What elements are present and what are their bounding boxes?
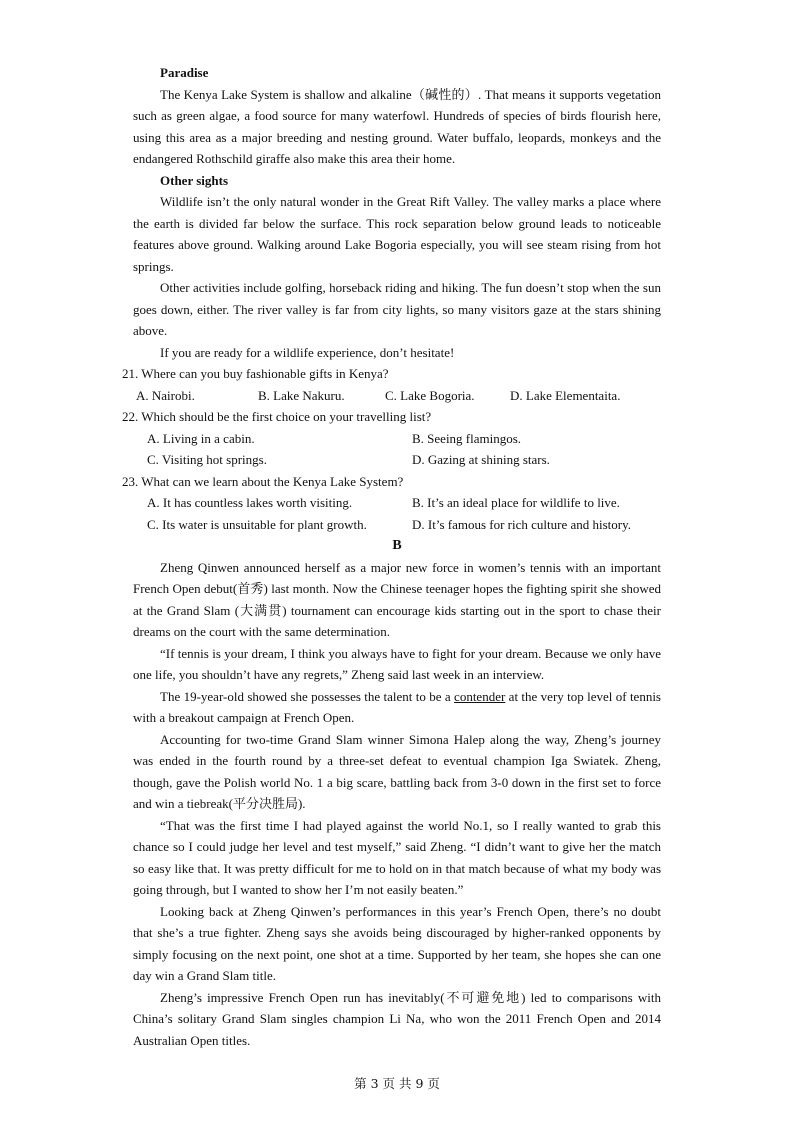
paragraph-li-na-comparison: Zheng’s impressive French Open run has inevitably(不可避免地) led to comparisons with China’s solitary Grand Slam singles champion Li Na, who won the 2011 French Open and 2014 Australian Open titles. — [133, 989, 661, 1048]
section-b-heading: B — [392, 538, 402, 553]
question-22-option-d: D. Gazing at shining stars. — [412, 452, 550, 467]
paragraph-zheng-quote-dream: “If tennis is your dream, I think you always have to fight for your dream. Because we only have one life, you shouldn’t have any regrets,” Zheng said last week in an interview. — [133, 645, 661, 682]
heading-other-sights: Other sights — [160, 172, 229, 188]
question-21-option-b: B. Lake Nakuru. — [258, 387, 345, 403]
question-21-stem: 21. Where can you buy fashionable gifts in Kenya? — [122, 366, 389, 381]
paragraph-wildlife-wonder: Wildlife isn’t the only natural wonder in the Great Rift Valley. The valley marks a place where the earth is divided far below the surface. This rock separation below ground leads to noticeable features above ground. Walking around Lake Bogoria especially, you will see steam rising from hot springs. — [133, 194, 661, 274]
heading-paradise: Paradise — [160, 65, 209, 80]
question-22-option-c: C. Visiting hot springs. — [147, 452, 267, 467]
question-23-options-row-2 — [133, 514, 661, 536]
paragraph-true-fighter: Looking back at Zheng Qinwen’s performances in this year’s French Open, there’s no doubt that she’s a true fighter. Zheng says she avoids being discouraged by higher-ranked opponents by simply focusing on the next point, one shot at a time. Supported by her team, she hopes she can one day win a Grand Slam title. — [133, 903, 661, 983]
contender-text-after: at the very top level of tennis with a breakout campaign at French Open. — [133, 688, 661, 725]
page-content — [122, 62, 661, 1051]
underlined-word-contender: contender — [454, 688, 506, 704]
question-23-option-a: A. It has countless lakes worth visiting. — [147, 495, 353, 510]
question-22-options-row-2 — [133, 449, 661, 471]
question-22-option-b: B. Seeing flamingos. — [412, 430, 522, 446]
paragraph-fourth-round: Accounting for two-time Grand Slam winner Simona Halep along the way, Zheng’s journey was ended in the fourth round by a three-set defeat to eventual champion Iga Swiatek. Zheng, though, gave the Polish world No. 1 a big scare, battling back from 3-0 down in the first set to force and win a tiebreak(平分决胜局). — [133, 731, 661, 811]
question-21-option-d: D. Lake Elementaita. — [510, 387, 621, 403]
question-23-option-c: C. Its water is unsuitable for plant growth. — [147, 516, 367, 532]
question-22-stem: 22. Which should be the first choice on your travelling list? — [122, 409, 432, 424]
question-21-option-c: C. Lake Bogoria. — [385, 387, 475, 403]
paragraph-zheng-debut: Zheng Qinwen announced herself as a major new force in women’s tennis with an important French Open debut(首秀) last month. Now the Chinese teenager hopes the fighting spirit she showed at the Grand Slam (大满贯) tournament can encourage kids starting out in the sport to chase their dreams on the court with the same determination. — [133, 559, 661, 639]
contender-text-before: The 19-year-old showed she possesses the talent to be a — [160, 688, 455, 704]
question-21-options — [133, 385, 661, 407]
question-21-option-a: A. Nairobi. — [136, 387, 195, 403]
page-footer: 第 3 页 共 9 页 — [354, 1076, 440, 1091]
question-23-option-b: B. It’s an ideal place for wildlife to live. — [412, 495, 620, 510]
question-22-option-a: A. Living in a cabin. — [147, 430, 255, 446]
paragraph-closing: If you are ready for a wildlife experience, don’t hesitate! — [160, 344, 455, 360]
question-22-options-row-1 — [133, 428, 661, 450]
question-23-option-d: D. It’s famous for rich culture and history. — [412, 516, 632, 532]
paragraph-other-activities: Other activities include golfing, horseback riding and hiking. The fun doesn’t stop when the sun goes down, either. The river valley is far from city lights, so many visitors gaze at the stars shining above. — [133, 280, 661, 338]
paragraph-contender — [133, 686, 661, 729]
question-23-stem: 23. What can we learn about the Kenya Lake System? — [122, 473, 404, 489]
paragraph-lake-system: The Kenya Lake System is shallow and alkaline（碱性的）. That means it supports vegetation such as green algae, a food source for many waterfowl. Hundreds of species of birds flourish here, using this area as a major breeding and nesting ground. Water buffalo, leopards, monkeys and the endangered Rothschild giraffe also make this area their home. — [133, 86, 661, 166]
question-23-options-row-1 — [133, 492, 661, 514]
paragraph-zheng-quote-no1: “That was the first time I had played against the world No.1, so I really wanted to grab this chance so I could judge her level and test myself,” said Zheng. “I didn’t want to give her the match so easy like that. It was pretty difficult for me to hold on in that match because of what my body was going through, but I wanted to show her I’m not easily beaten.” — [133, 817, 661, 897]
